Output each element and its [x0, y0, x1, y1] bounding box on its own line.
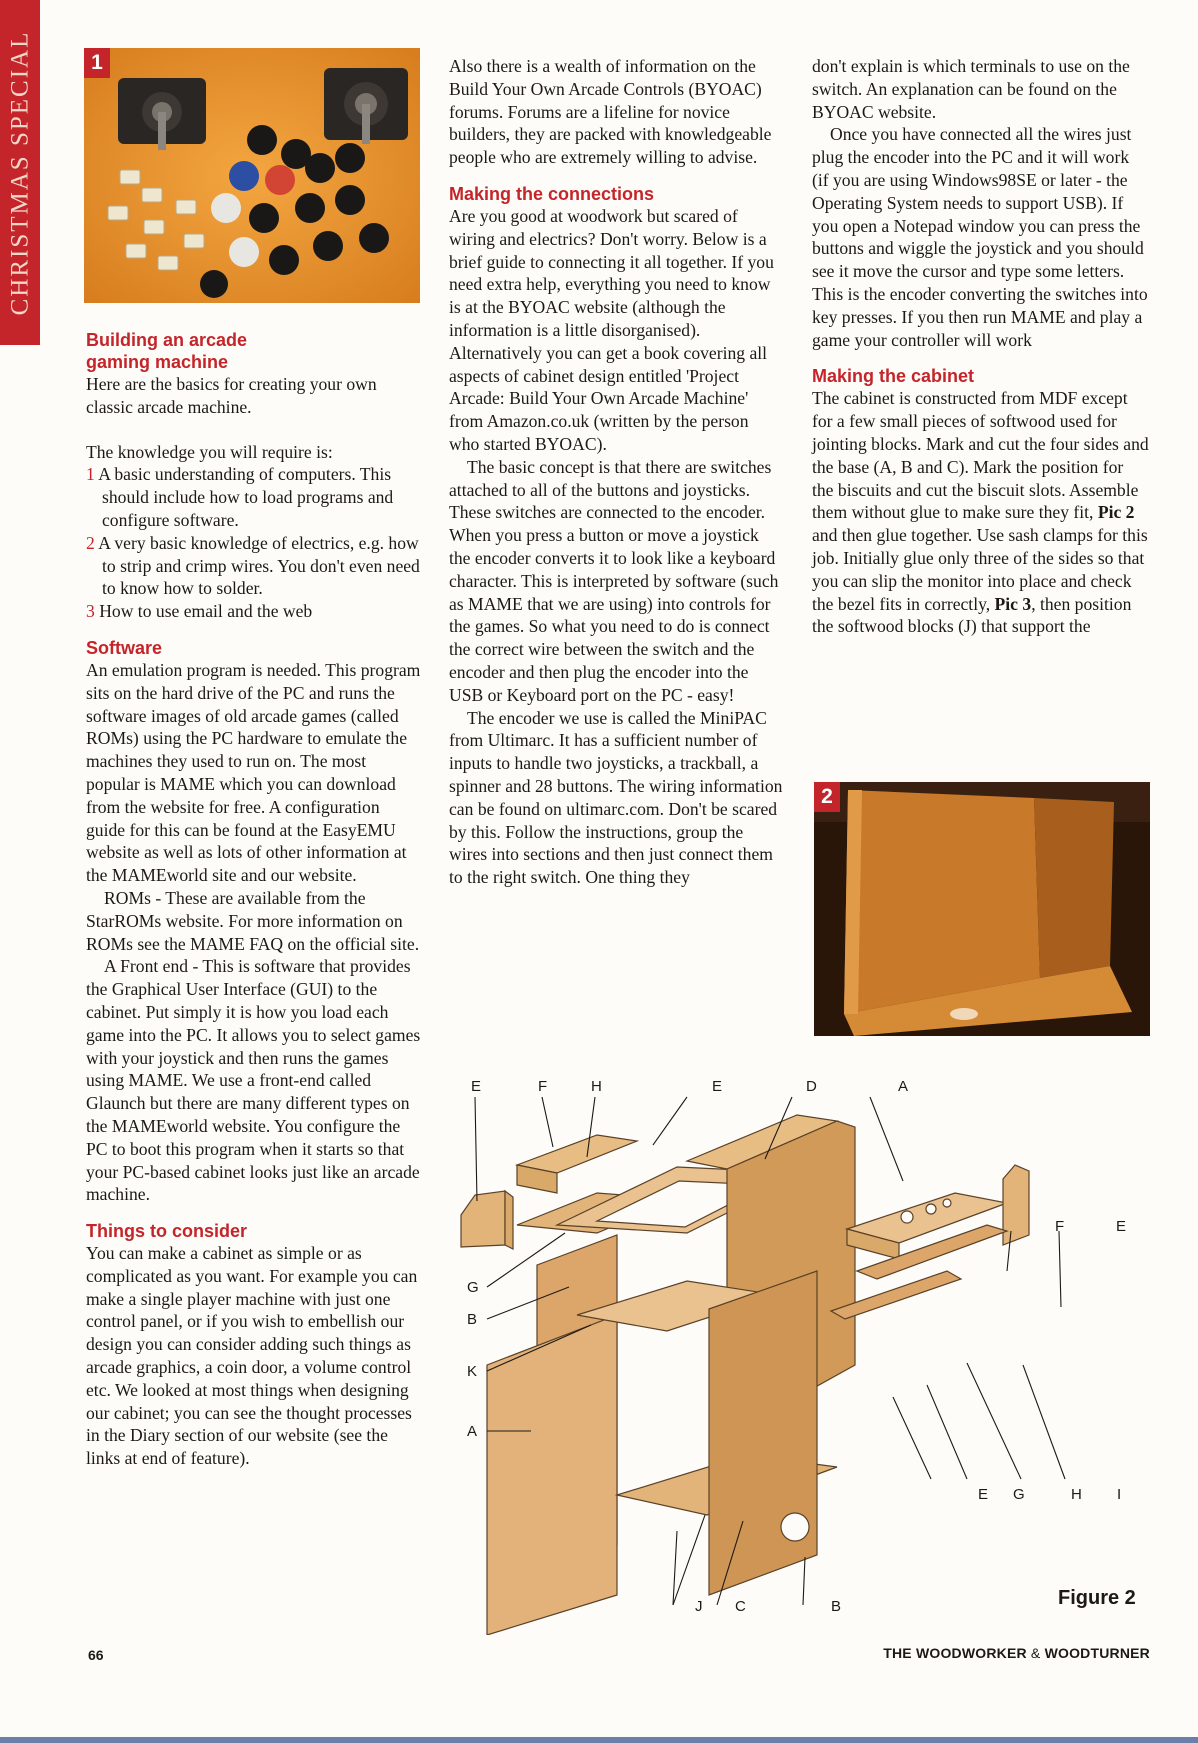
diagram-label: D — [806, 1078, 817, 1095]
knowledge-text: The knowledge you will require is: — [86, 441, 333, 462]
section-tab — [0, 0, 40, 345]
consider-paragraph: You can make a cabinet as simple or as complicated as you want. For example you can make a single player machine with just one control panel, or if you wish to embellish our design you can consider adding such things as arcade graphics, a coin door, a volume control etc. We looked at most things when designing our cabinet; you can see the thought processes in the Diary section of our website (see the links at end of feature). — [86, 1243, 418, 1469]
diagram-label: B — [467, 1311, 478, 1328]
diagram-label: E — [471, 1078, 482, 1095]
diagram-label: K — [467, 1363, 478, 1380]
diagram-label: E — [978, 1486, 989, 1503]
diagram-label: E — [1116, 1218, 1127, 1235]
connections-paragraph: Are you good at woodwork but scared of wiring and electrics? Don't worry. Below is a brief guide to connecting it all together. If you need extra help, everything you need to know is at the BYOAC website (although the information is a little disorganised). Alternatively you can get a book covering all aspects of cabinet design entitled 'Project Arcade: Build Your Own Arcade Machine' from Amazon.co.uk (written by the person who started BYOAC). — [449, 205, 774, 454]
diagram-label: H — [591, 1078, 602, 1095]
diagram-label: F — [1055, 1218, 1065, 1235]
usb-paragraph: Once you have connected all the wires just plug the encoder into the PC and it will work (if you are using Windows98SE or later - the Operating System needs to support USB). If you open a Notepad window you can press the buttons and wiggle the joystick and you should see it move the cursor and type some letters. This is the encoder converting the switches into key presses. If you then run MAME and play a game your controller will work — [812, 124, 1148, 350]
heading-software: Software — [86, 637, 163, 658]
photo-arcade-controls — [84, 48, 420, 303]
diagram-label: A — [898, 1078, 909, 1095]
diagram-label: J — [695, 1598, 703, 1615]
front-end-paragraph: A Front end - This is software that provides the Graphical User Interface (GUI) to the cabinet. Put simply it is how you load each game into the PC. It allows you to select games with your joystick and then runs the games using MAME. We use a front-end called Glaunch but there are many different types on the MAMEworld website. You configure the PC to boot this program when it starts so that your PC-based cabinet looks just like an arcade machine. — [86, 956, 421, 1205]
diagram-label: A — [467, 1423, 478, 1440]
photo-cabinet-assembly — [814, 782, 1150, 1036]
photo-number-badge: 1 — [84, 48, 110, 78]
figure-caption: Figure 2 — [1058, 1587, 1136, 1609]
diagram-label: I — [1117, 1486, 1122, 1503]
diagram-label: E — [712, 1078, 723, 1095]
heading-making-connections: Making the connections — [449, 183, 655, 204]
diagram-label: G — [467, 1279, 479, 1296]
heading-making-cabinet: Making the cabinet — [812, 366, 975, 387]
column-2 — [449, 55, 783, 889]
diagram-label: G — [1013, 1486, 1025, 1503]
exploded-diagram-drawing — [447, 1075, 1147, 1635]
encoder-paragraph: The encoder we use is called the MiniPAC from Ultimarc. It has a sufficient number of inputs to handle two joysticks, a trackball, a spinner and 28 buttons. The wiring information can be found on ultimarc.com. Don't be scared by this. Follow the instructions, group the wires into sections and then just connect them to the right switch. One thing they — [449, 707, 783, 888]
diagram-label: F — [538, 1078, 548, 1095]
concept-paragraph: The basic concept is that there are switches attached to all of the buttons and joysticks. These switches are connected to the encoder. When you press a button or move a joystick the encoder converts it to look like a keyboard character. This is interpreted by software (such as MAME that we are using) into controls for the games. So what you need to do is connect the correct wire between the switch and the encoder and then plug the encoder into the USB or Keyboard port on the PC - easy! — [449, 456, 779, 705]
column-1 — [86, 329, 421, 1470]
byoac-paragraph: Also there is a wealth of information on the Build Your Own Arcade Controls (BYOAC) forums. Forums are a lifeline for novice builders, they are packed with knowledgeable people who are extremely willing to advise. — [449, 56, 772, 168]
cabinet-paragraph: The cabinet is constructed from MDF except for a few small pieces of softwood used for jointing blocks. Mark and cut the four sides and the base (A, B and C). Mark the position for the biscuits and cut the biscuit slots. Assemble them without glue to make sure they fit, Pic 2 and then glue together. Use sash clamps for this job. Initially glue only three of the sides so that you can slip the monitor into place and check the bezel fits in correctly, Pic 3, then position the softwood blocks (J) that support the — [812, 388, 1149, 637]
knowledge-list-item: 2 A very basic knowledge of electrics, e.g. how to strip and crimp wires. You don't even need to know how to solder. — [86, 532, 420, 599]
roms-paragraph: ROMs - These are available from the StarROMs website. For more information on ROMs see the MAME FAQ on the official site. — [86, 887, 420, 954]
page-edge-strip — [0, 1737, 1198, 1743]
page-number: 66 — [88, 1647, 104, 1663]
diagram-label: C — [735, 1598, 746, 1615]
publication-name: THE WOODWORKER & WOODTURNER — [883, 1645, 1150, 1661]
diagram-label: H — [1071, 1486, 1082, 1503]
column-3 — [812, 55, 1149, 638]
terminals-paragraph: don't explain is which terminals to use on the switch. An explanation can be found on the BYOAC website. — [812, 56, 1130, 122]
cabinet-photo-illustration — [814, 782, 1150, 1036]
diagram-label: B — [831, 1598, 842, 1615]
heading-things-to-consider: Things to consider — [86, 1221, 248, 1242]
intro-text: Here are the basics for creating your own classic arcade machine. — [86, 374, 377, 417]
software-paragraph: An emulation program is needed. This program sits on the hard drive of the PC and runs the software images of old arcade games (called ROMs) using the PC hardware to emulate the machines they used to run on. The most popular is MAME which you can download from the website for free. A configuration guide for this can be found at the EasyEMU website as well as lots of other information at the MAMEworld site and our website. — [86, 659, 421, 886]
photo-number-badge: 2 — [814, 782, 840, 812]
exploded-cabinet-diagram — [447, 1075, 1147, 1635]
section-tab-label: CHRISTMAS SPECIAL — [6, 30, 33, 315]
knowledge-list-item: 3 How to use email and the web — [86, 601, 313, 622]
controls-photo-illustration — [84, 48, 420, 303]
knowledge-list-item: 1 A basic understanding of computers. This should include how to load programs and configure software. — [86, 464, 394, 530]
heading-building-arcade: Building an arcade gaming machine — [86, 330, 248, 372]
